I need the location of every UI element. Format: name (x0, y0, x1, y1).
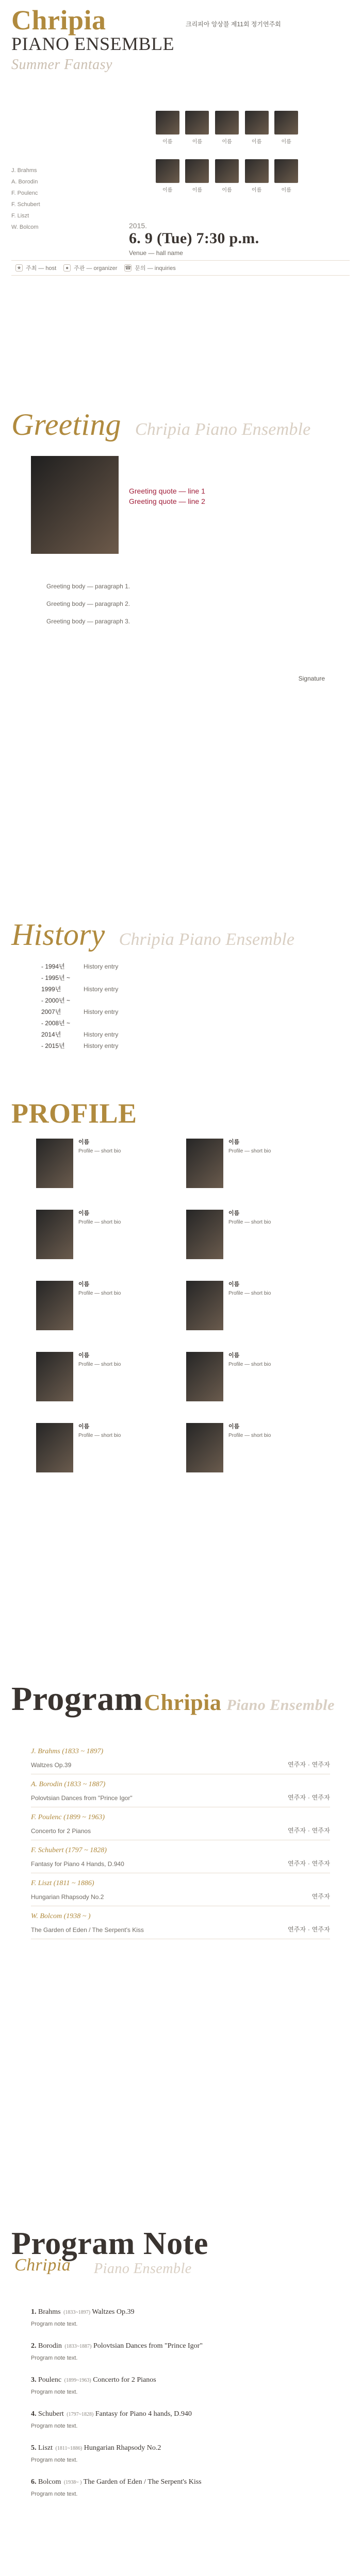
profile-item (36, 1139, 175, 1200)
program-piece: Waltzes Op.39 (31, 1761, 72, 1769)
program-row (31, 1793, 330, 1802)
profile-name: 이름 (78, 1281, 90, 1287)
performer-photo (156, 159, 179, 183)
note-item (31, 2405, 330, 2439)
ticket-icon: ★ (15, 264, 23, 272)
program-composer: A. Borodin (1833 ~ 1887) (31, 1781, 106, 1788)
profile-name: 이름 (78, 1352, 90, 1359)
performer-card (273, 159, 299, 202)
note-head (31, 2342, 330, 2350)
performer-name: 이름 (162, 188, 173, 193)
note-text: Program note text. (31, 2423, 78, 2429)
performer-name: 이름 (222, 188, 232, 193)
performer-photo (245, 111, 269, 134)
performers-grid (155, 111, 299, 202)
greeting-photo (31, 456, 119, 554)
profile-text (228, 1139, 271, 1200)
performer-name: 이름 (281, 139, 291, 145)
profile-photo (186, 1352, 223, 1401)
history-title-text: History (11, 918, 105, 952)
note-item (31, 2439, 330, 2473)
composer-list (11, 165, 99, 233)
profile-bio: Profile — short bio (228, 1433, 271, 1438)
info-pill (15, 264, 56, 272)
greeting-body (46, 574, 315, 633)
event-datetime: 6. 9 (Tue) 7:30 p.m. (129, 230, 259, 247)
program-composer: J. Brahms (1833 ~ 1897) (31, 1748, 104, 1755)
performer-card (244, 159, 270, 202)
composer-item: A. Borodin (11, 179, 38, 185)
profile-name: 이름 (228, 1423, 240, 1430)
greeting-paragraph: Greeting body — paragraph 3. (46, 618, 130, 625)
event-line (129, 222, 346, 257)
greeting-card (31, 456, 320, 554)
history-year: - 1995년 ~ 1999년 (41, 974, 70, 993)
performer-name: 이름 (192, 188, 203, 193)
greeting-quote-line: Greeting quote — line 1 (129, 487, 205, 495)
greeting-title-text: Greeting (11, 408, 121, 442)
performer-name: 이름 (251, 139, 262, 145)
note-number: 4. (31, 2410, 37, 2418)
hero-right (179, 20, 350, 28)
profile-item (36, 1423, 175, 1485)
program-performers: 연주자 · 연주자 (287, 1827, 330, 1834)
brand-sub: PIANO ENSEMBLE (11, 33, 175, 54)
profile-bio: Profile — short bio (78, 1291, 121, 1296)
note-text: Program note text. (31, 2491, 78, 2497)
greeting-paragraph: Greeting body — paragraph 1. (46, 583, 130, 590)
history-text: History entry (84, 963, 119, 970)
info-bar (11, 260, 350, 276)
history-year: - 2015년 (41, 1042, 65, 1049)
note-years: (1833~1897) (63, 2310, 91, 2315)
profile-bio: Profile — short bio (228, 1362, 271, 1367)
history-text: History entry (84, 1042, 119, 1049)
profile-text (228, 1352, 271, 1414)
program-note-title-text: Program Note (11, 2226, 208, 2261)
note-years: (1938~ ) (63, 2480, 82, 2485)
program-piece: Hungarian Rhapsody No.2 (31, 1893, 104, 1901)
program-piece: The Garden of Eden / The Serpent's Kiss (31, 1926, 144, 1934)
note-item (31, 2371, 330, 2405)
note-item (31, 2303, 330, 2337)
brand-tagline: Summer Fantasy (11, 57, 112, 73)
note-title: Hungarian Rhapsody No.2 (84, 2444, 161, 2452)
program-note-title (11, 2226, 208, 2277)
performer-card (214, 159, 240, 202)
history-title (11, 917, 294, 953)
phone-icon: ☎ (125, 265, 132, 271)
performer-photo (274, 159, 298, 183)
history-item (41, 995, 330, 1018)
program-note-brand: Chripia (14, 2256, 71, 2275)
profile-item (186, 1281, 325, 1343)
note-head (31, 2308, 330, 2316)
composer-item: F. Liszt (11, 213, 29, 219)
note-years: (1811~1886) (55, 2446, 83, 2451)
greeting-section (0, 407, 361, 917)
note-head (31, 2376, 330, 2384)
profile-photo (36, 1423, 73, 1472)
hero-smallhead: 크리피아 앙상블 제11회 정기연주회 (186, 21, 281, 28)
profile-name: 이름 (228, 1281, 240, 1287)
composer-item: W. Bolcom (11, 224, 39, 230)
performer-photo (215, 111, 239, 134)
history-list (41, 961, 330, 1052)
profile-text (78, 1352, 121, 1414)
history-text: History entry (84, 986, 119, 993)
program-performers: 연주자 · 연주자 (287, 1761, 330, 1768)
profile-item (36, 1281, 175, 1343)
profile-photo (36, 1139, 73, 1188)
program-title (11, 1680, 335, 1719)
event-venue: Venue — hall name (129, 249, 183, 257)
program-composer: F. Poulenc (1899 ~ 1963) (31, 1814, 105, 1821)
user-icon: ● (63, 264, 71, 272)
program-item (31, 1774, 330, 1807)
note-number: 3. (31, 2376, 37, 2384)
event-prefix: 2015. (129, 222, 147, 230)
history-text: History entry (84, 1031, 119, 1038)
program-section (0, 1680, 361, 2226)
note-item (31, 2337, 330, 2371)
profile-text (78, 1139, 121, 1200)
info-pill (124, 264, 175, 272)
greeting-paragraph: Greeting body — paragraph 2. (46, 600, 130, 607)
program-composer: F. Schubert (1797 ~ 1828) (31, 1846, 107, 1854)
program-item (31, 1873, 330, 1906)
greeting-quote-line: Greeting quote — line 2 (129, 497, 205, 505)
performer-card (185, 159, 210, 202)
profile-bio: Profile — short bio (78, 1219, 121, 1225)
program-item (31, 1906, 330, 1939)
profile-text (228, 1210, 271, 1272)
greeting-signature: Signature (298, 675, 325, 682)
program-row (31, 1826, 330, 1835)
note-years: (1797~1828) (67, 2412, 94, 2417)
performer-photo (185, 111, 209, 134)
profile-name: 이름 (78, 1423, 90, 1430)
profile-name: 이름 (228, 1139, 240, 1145)
profile-bio: Profile — short bio (78, 1148, 121, 1154)
history-section (0, 917, 361, 1097)
program-composer: F. Liszt (1811 ~ 1886) (31, 1879, 94, 1887)
info-text: 주최 — host (26, 265, 57, 272)
note-text: Program note text. (31, 2355, 78, 2361)
profile-bio: Profile — short bio (228, 1148, 271, 1154)
profile-name: 이름 (228, 1210, 240, 1216)
history-item (41, 1040, 330, 1052)
profile-bio: Profile — short bio (228, 1291, 271, 1296)
note-composer: Liszt (38, 2444, 53, 2452)
program-note-body (31, 2303, 330, 2507)
performer-name: 이름 (192, 139, 203, 145)
note-item (31, 2473, 330, 2507)
program-brand: Chripia (144, 1690, 222, 1715)
program-piece: Polovtsian Dances from "Prince Igor" (31, 1794, 133, 1802)
note-head (31, 2410, 330, 2418)
profile-name: 이름 (228, 1352, 240, 1359)
program-performers: 연주자 · 연주자 (287, 1860, 330, 1867)
program-piece: Concerto for 2 Pianos (31, 1827, 91, 1835)
note-composer: Brahms (38, 2308, 61, 2316)
note-number: 1. (31, 2308, 37, 2316)
composer-item: J. Brahms (11, 167, 37, 174)
profile-grid (36, 1139, 325, 1485)
composer-item: F. Schubert (11, 201, 40, 208)
profile-item (36, 1352, 175, 1414)
info-text: 주관 — organizer (74, 265, 118, 272)
profile-text (228, 1281, 271, 1343)
profile-photo (186, 1423, 223, 1472)
profile-photo (186, 1210, 223, 1259)
performer-photo (185, 159, 209, 183)
performer-photo (156, 111, 179, 134)
note-title: Waltzes Op.39 (92, 2308, 135, 2316)
brand-block (11, 6, 176, 73)
profile-title: PROFILE (11, 1098, 137, 1129)
note-head (31, 2478, 330, 2486)
profile-item (186, 1210, 325, 1272)
program-row (31, 1892, 330, 1901)
program-item (31, 1840, 330, 1873)
profile-section (0, 1097, 361, 1680)
profile-name: 이름 (78, 1139, 90, 1145)
program-item (31, 1741, 330, 1774)
profile-bio: Profile — short bio (78, 1433, 121, 1438)
info-pill (63, 264, 117, 272)
profile-photo (36, 1352, 73, 1401)
history-item (41, 1018, 330, 1040)
note-title: Concerto for 2 Pianos (93, 2376, 156, 2384)
history-ghost: Chripia Piano Ensemble (119, 930, 295, 949)
note-composer: Poulenc (38, 2376, 62, 2384)
profile-bio: Profile — short bio (228, 1219, 271, 1225)
profile-photo (186, 1139, 223, 1188)
performer-name: 이름 (251, 188, 262, 193)
note-composer: Bolcom (38, 2478, 61, 2486)
greeting-ghost: Chripia Piano Ensemble (135, 420, 311, 439)
program-note-ghost: Piano Ensemble (94, 2261, 192, 2277)
profile-bio: Profile — short bio (78, 1362, 121, 1367)
history-year: - 2000년 ~ 2007년 (41, 997, 70, 1015)
performer-card (273, 111, 299, 154)
greeting-quote (129, 486, 205, 506)
composer-item: F. Poulenc (11, 190, 38, 196)
info-text: 문의 — inquiries (135, 265, 176, 272)
program-piece: Fantasy for Piano 4 Hands, D.940 (31, 1860, 124, 1868)
history-year: - 1994년 (41, 963, 65, 970)
note-composer: Schubert (38, 2410, 64, 2418)
note-number: 5. (31, 2444, 37, 2452)
program-composer: W. Bolcom (1938 ~ ) (31, 1912, 91, 1920)
program-performers: 연주자 · 연주자 (287, 1794, 330, 1801)
note-years: (1899~1963) (64, 2378, 91, 2383)
profile-text (228, 1423, 271, 1485)
profile-photo (36, 1210, 73, 1259)
note-text: Program note text. (31, 2457, 78, 2463)
note-years: (1833~1887) (64, 2344, 92, 2349)
note-title: Polovtsian Dances from "Prince Igor" (93, 2342, 203, 2350)
performer-card (244, 111, 270, 154)
profile-name: 이름 (78, 1210, 90, 1216)
program-list (31, 1741, 330, 1939)
note-number: 2. (31, 2342, 37, 2350)
program-ghost: Piano Ensemble (226, 1697, 335, 1714)
program-row (31, 1925, 330, 1934)
note-number: 6. (31, 2478, 37, 2486)
history-item (41, 972, 330, 995)
program-item (31, 1807, 330, 1840)
performer-photo (274, 111, 298, 134)
profile-item (186, 1139, 325, 1200)
history-year: - 2008년 ~ 2014년 (41, 1020, 70, 1038)
profile-photo (186, 1281, 223, 1330)
profile-item (36, 1210, 175, 1272)
profile-photo (36, 1281, 73, 1330)
performer-card (185, 111, 210, 154)
greeting-title (11, 407, 310, 443)
profile-text (78, 1423, 121, 1485)
profile-item (186, 1352, 325, 1414)
profile-text (78, 1210, 121, 1272)
performer-name: 이름 (162, 139, 173, 145)
note-composer: Borodin (38, 2342, 62, 2350)
brand-name: Chripia (11, 5, 106, 36)
note-text: Program note text. (31, 2389, 78, 2395)
performer-name: 이름 (222, 139, 232, 145)
program-row (31, 1859, 330, 1868)
performer-name: 이름 (281, 188, 291, 193)
performer-card (214, 111, 240, 154)
program-note-section (0, 2226, 361, 2576)
hero-section (0, 0, 361, 407)
program-row (31, 1760, 330, 1769)
note-title: The Garden of Eden / The Serpent's Kiss (83, 2478, 202, 2486)
history-item (41, 961, 330, 972)
profile-text (78, 1281, 121, 1343)
performer-photo (245, 159, 269, 183)
history-text: History entry (84, 1008, 119, 1015)
performer-photo (215, 159, 239, 183)
program-performers: 연주자 · 연주자 (287, 1926, 330, 1933)
program-performers: 연주자 (311, 1893, 330, 1900)
program-title-text: Program (11, 1680, 143, 1718)
performer-card (155, 111, 180, 154)
note-head (31, 2444, 330, 2452)
note-title: Fantasy for Piano 4 hands, D.940 (95, 2410, 192, 2418)
note-text: Program note text. (31, 2321, 78, 2327)
performer-card (155, 159, 180, 202)
profile-item (186, 1423, 325, 1485)
